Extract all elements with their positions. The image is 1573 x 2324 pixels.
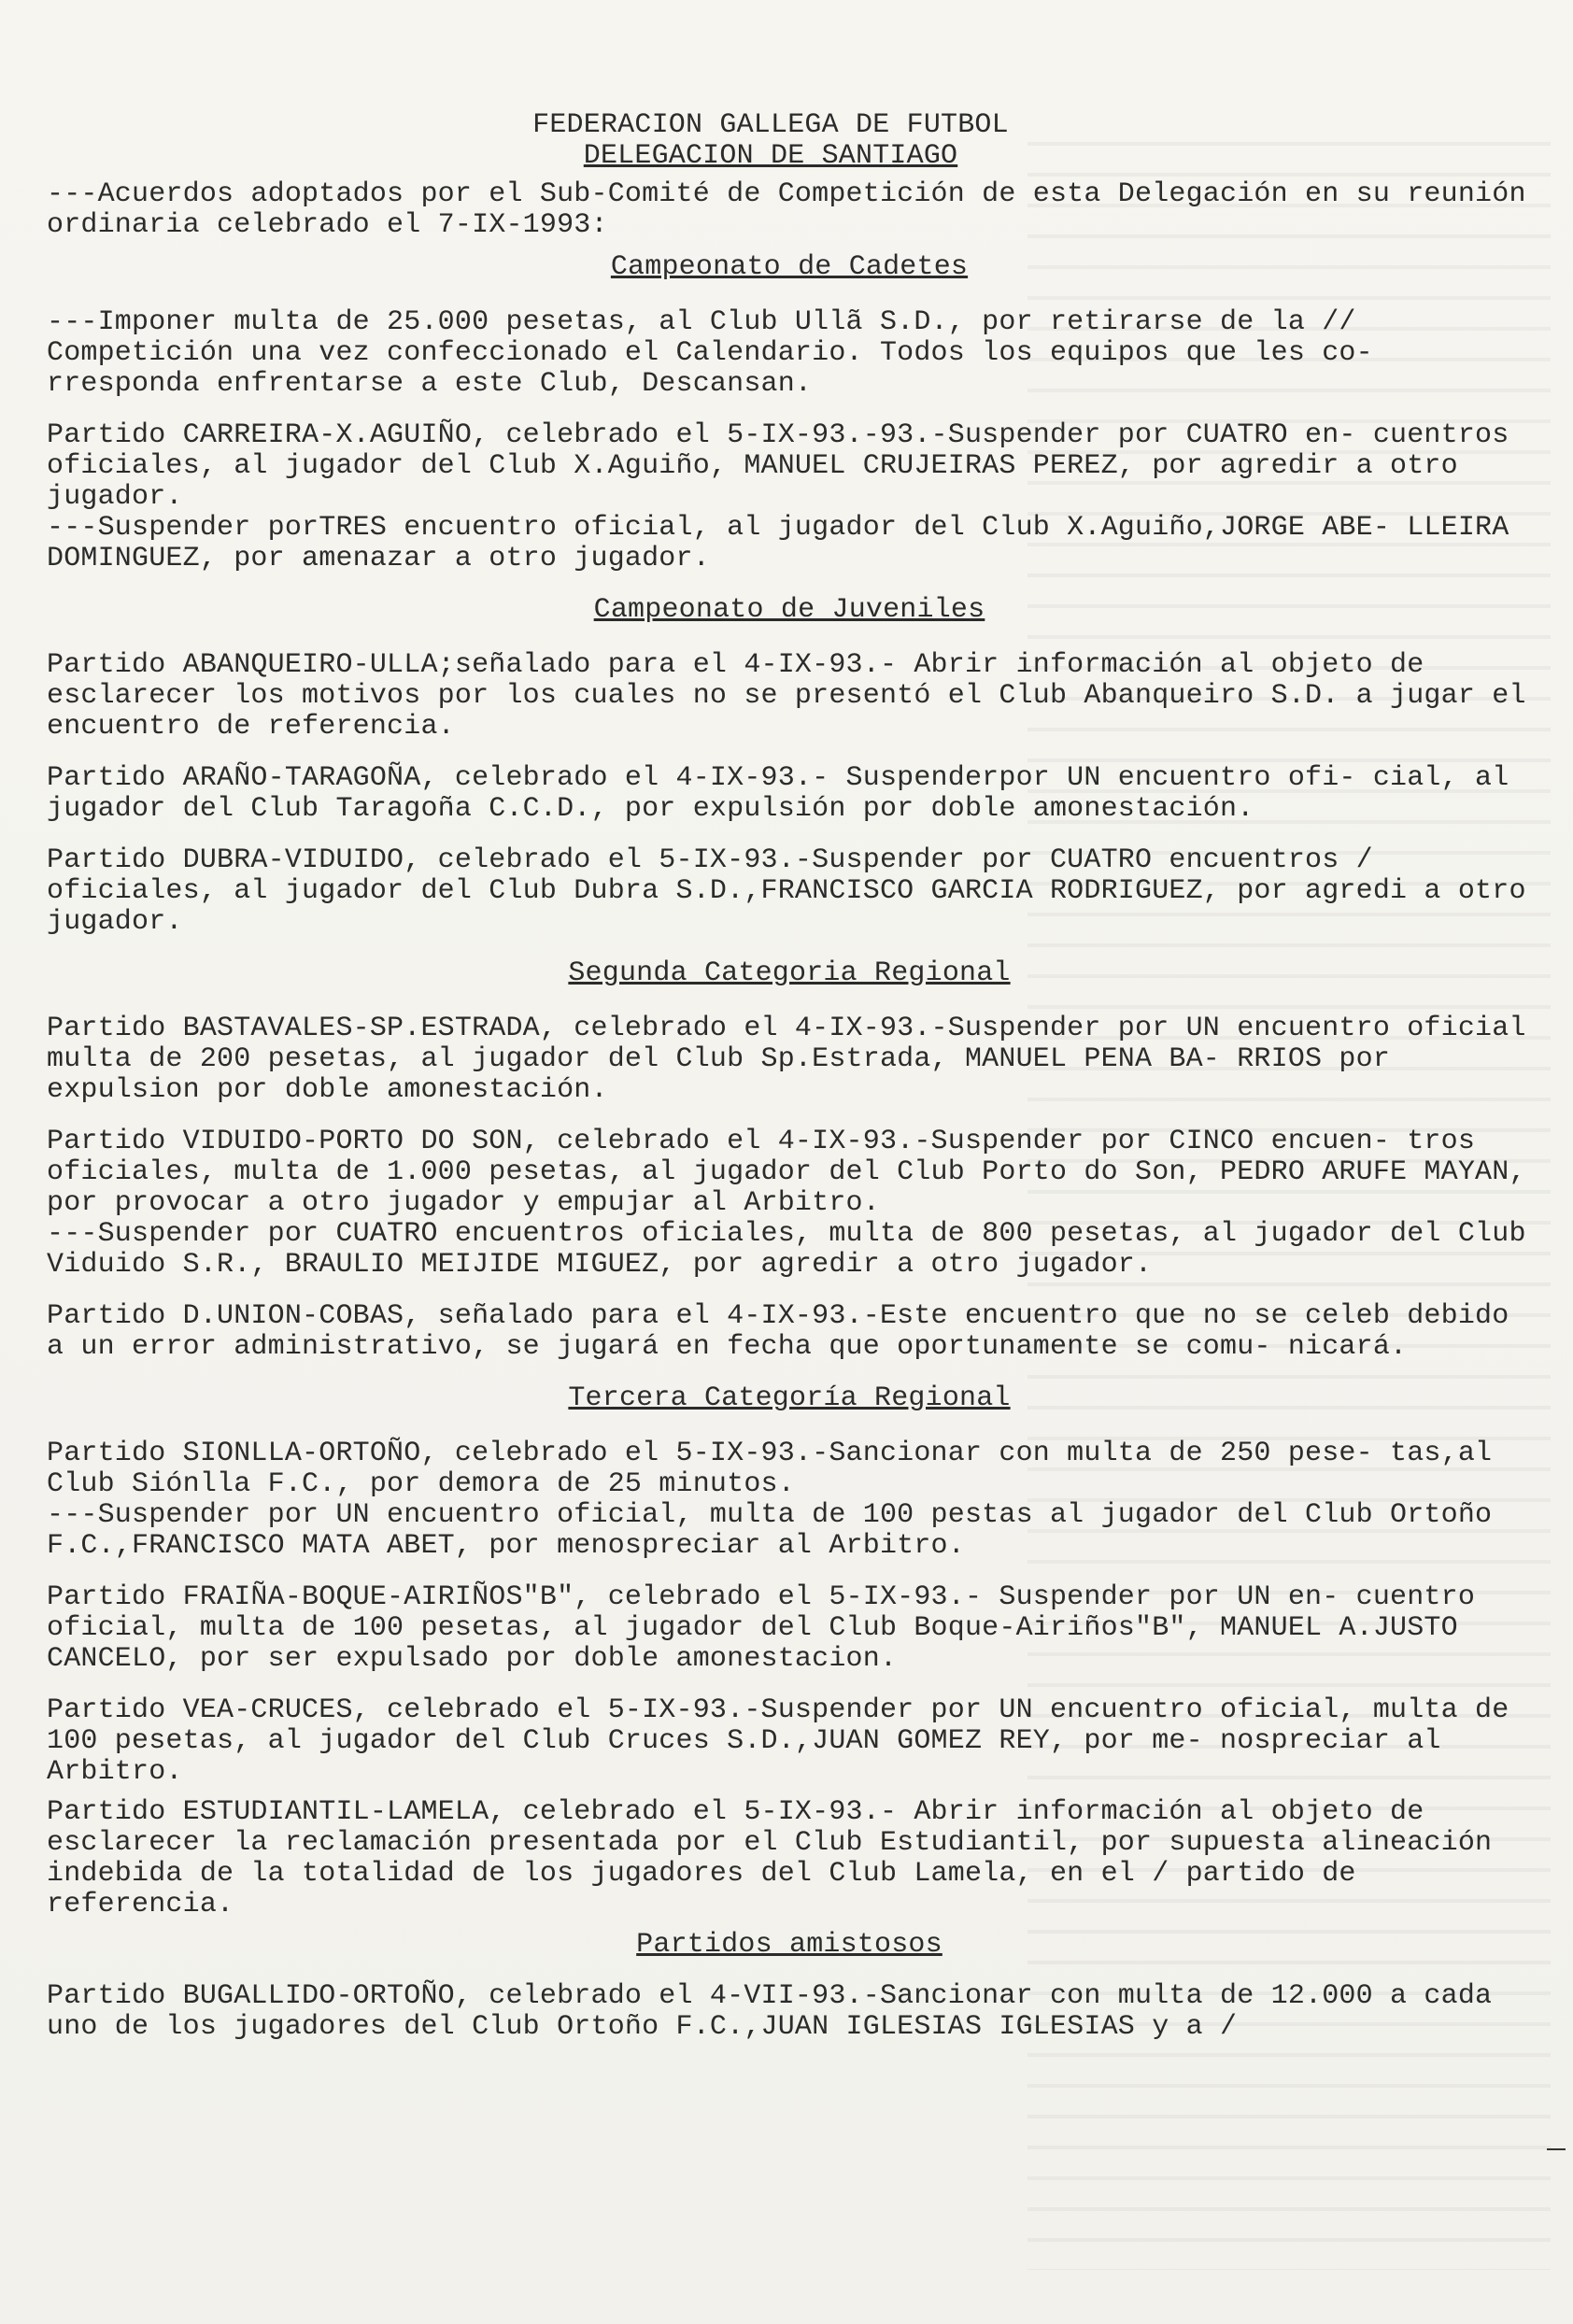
resolution-text: ---Imponer multa de 25.000 pesetas, al Club Ullã S.D., por retirarse de la // Competición una vez confeccionado el Calendario. Todos los equipos que les co- rresponda enfrentarse a este Club, Descansan. [47,306,1373,400]
resolution-text: Partido VEA-CRUCES, celebrado el 5-IX-93.-Suspender por UN encuentro oficial, multa de 100 pesetas, al jugador del Club Cruces S.D.,JUAN GOMEZ REY, por me- nospreciar al Arbitro. [47,1694,1509,1788]
section-title-amistosos: Partidos amistosos [636,1929,942,1961]
section-title-segunda: Segunda Categoria Regional [568,957,1011,989]
resolution-text: Partido ESTUDIANTIL-LAMELA, celebrado el 5-IX-93.- Abrir información al objeto de esclarecer la reclamación presentada por el Club Estudiantil, por supuesta alineación indebida de la totalidad de los jugadores del Club Lamela, en el / partido de referencia. [47,1796,1493,1920]
resolution-text: Partido DUBRA-VIDUIDO, celebrado el 5-IX-93.-Suspender por CUATRO encuentros / oficiales, al jugador del Club Dubra S.D.,FRANCISCO GARCIA RODRIGUEZ, por agredi a otro jugador. [47,844,1526,938]
resolution-text: ---Suspender porTRES encuentro oficial, al jugador del Club X.Aguiño,JORGE ABE- LLEIRA DOMINGUEZ, por amenazar a otro jugador. [47,512,1509,574]
resolution-block [47,650,1532,743]
resolution-text: Partido BUGALLIDO-ORTOÑO, celebrado el 4-VII-93.-Sancionar con multa de 12.000 a cada uno de los jugadores del Club Ortoño F.C.,JUAN IGLESIAS IGLESIAS y a / [47,1980,1493,2043]
resolution-text: Partido FRAIÑA-BOQUE-AIRIÑOS"B", celebrado el 5-IX-93.- Suspender por UN en- cuentro oficial, multa de 100 pesetas, al jugador del Club Boque-Airiños"B", MANUEL A.JUSTO CANCELO, por ser expulsado por doble amonestacion. [47,1581,1476,1675]
resolution-block [47,1301,1532,1363]
resolution-block [47,1797,1532,1920]
section-title-cadetes: Campeonato de Cadetes [610,251,969,283]
document-header [9,110,1532,172]
resolution-block [47,1981,1532,2043]
resolution-block [47,1127,1532,1281]
resolution-block [47,1013,1532,1106]
resolution-block [47,1438,1532,1562]
resolution-block [47,845,1532,938]
header-delegation: DELEGACION DE SANTIAGO [583,140,958,172]
resolution-block [47,1695,1532,1788]
resolution-text: Partido CARREIRA-X.AGUIÑO, celebrado el 5-IX-93.-93.-Suspender por CUATRO en- cuentros oficiales, al jugador del Club X.Aguiño, MANUEL CRUJEIRAS PEREZ, por agredir a otro jugador. [47,419,1509,513]
resolution-text: ---Suspender por CUATRO encuentros oficiales, multa de 800 pesetas, al jugador del Club Viduido S.R., BRAULIO MEIJIDE MIGUEZ, por agredir a otro jugador. [47,1218,1526,1281]
resolution-block [47,763,1532,825]
intro-paragraph: ---Acuerdos adoptados por el Sub-Comité de Competición de esta Delegación en su reunión ordinaria celebrado el 7-IX-1993: [47,178,1526,241]
resolution-text: Partido ABANQUEIRO-ULLA;señalado para el 4-IX-93.- Abrir información al objeto de esclarecer los motivos por los cuales no se presentó el Club Abanqueiro S.D. a jugar el encuentro de referencia. [47,649,1526,743]
resolution-block [47,1582,1532,1675]
resolution-text: ---Suspender por UN encuentro oficial, multa de 100 pestas al jugador del Club Ortoño F.C.,FRANCISCO MATA ABET, por menospreciar al Arbitro. [47,1499,1493,1562]
section-title-tercera: Tercera Categoría Regional [568,1382,1011,1414]
resolution-block [47,420,1532,574]
resolution-text: Partido ARAÑO-TARAGOÑA, celebrado el 4-IX-93.- Suspenderpor UN encuentro ofi- cial, al jugador del Club Taragoña C.C.D., por expulsión por doble amonestación. [47,762,1509,825]
margin-dash-mark [1547,2148,1566,2150]
resolution-text: Partido D.UNION-COBAS, señalado para el 4-IX-93.-Este encuentro que no se celeb debido a un error administrativo, se jugará en fecha que oportunamente se comu- nicará. [47,1300,1509,1363]
document-body [47,110,1532,2063]
resolution-text: Partido SIONLLA-ORTOÑO, celebrado el 5-IX-93.-Sancionar con multa de 250 pese- tas,al Club Siónlla F.C., por demora de 25 minutos. [47,1438,1493,1500]
resolution-block [47,307,1532,400]
resolution-text: Partido VIDUIDO-PORTO DO SON, celebrado el 4-IX-93.-Suspender por CINCO encuen- tros oficiales, multa de 1.000 pesetas, al jugador del Club Porto do Son, PEDRO ARUFE MAYAN, por provocar a otro jugador y empujar al Arbitro. [47,1126,1526,1219]
resolution-text: Partido BASTAVALES-SP.ESTRADA, celebrado el 4-IX-93.-Suspender por UN encuentro oficial multa de 200 pesetas, al jugador del Club Sp.Estrada, MANUEL PENA BA- RRIOS por expulsion por doble amonestación. [47,1013,1526,1106]
header-federation: FEDERACION GALLEGA DE FUTBOL [532,109,1009,141]
section-title-juveniles: Campeonato de Juveniles [593,594,985,626]
